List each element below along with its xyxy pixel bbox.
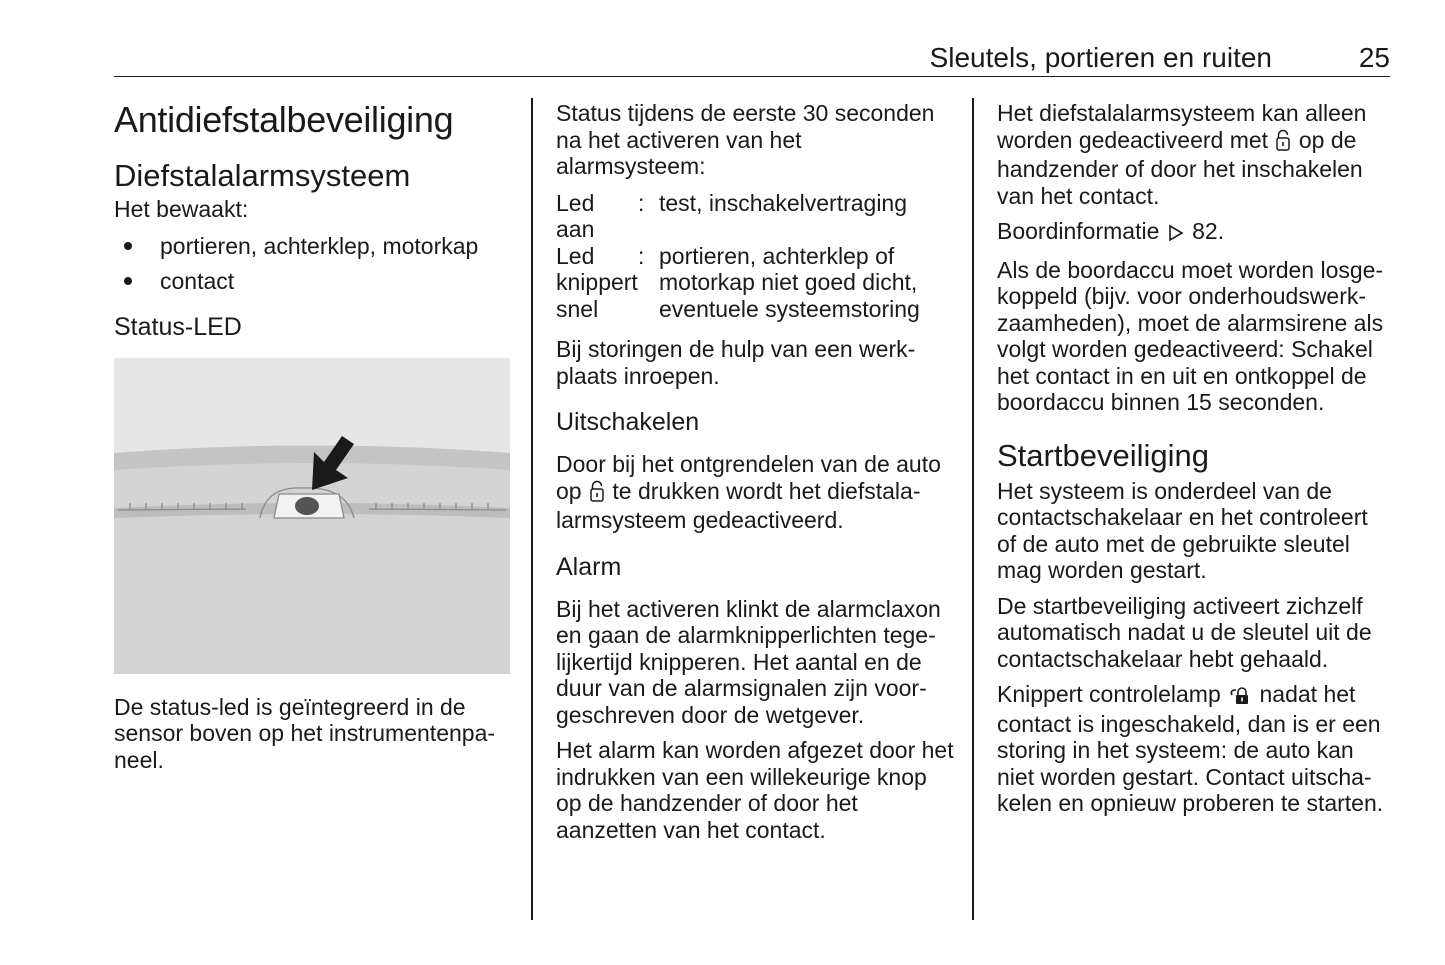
list-item: contact [114, 268, 514, 294]
guards-list [114, 233, 514, 294]
page-title: Antidiefstalbeveiliging [114, 99, 454, 140]
alarm-heading: Alarm [556, 552, 622, 581]
unlock-icon [1276, 129, 1290, 157]
unlock-icon [590, 480, 604, 508]
page-number: 25 [1358, 42, 1390, 73]
disable-text: Door bij het ontgrendelen van de auto op te drukken wordt het diefstalalarmsysteem gedeactiveerd. [556, 451, 941, 533]
section-title: Sleutels, portieren en ruiten [929, 42, 1272, 73]
immobilizer-lamp-icon [1229, 684, 1251, 711]
board-info-reference[interactable]: Boordinformatie 82. [997, 218, 1393, 248]
disable-heading: Uitschakelen [556, 408, 700, 436]
list-item: portieren, achterklep, motorkap [114, 233, 514, 259]
faults-text: Bij storingen de hulp van een werkplaats inroepen. [556, 336, 916, 389]
status-key: Led aan [556, 189, 595, 242]
status-separator: : [638, 189, 645, 216]
immobilizer-heading: Startbeveiliging [997, 437, 1209, 473]
column-left [114, 100, 514, 782]
guards-intro: Het bewaakt: [114, 196, 249, 222]
column-divider [972, 98, 974, 920]
deactivation-text: Het diefstalalarmsysteem kan alleen worden gedeactiveerd met op de handzender of door het inschakelen van het contact. [997, 100, 1367, 209]
battery-text: Als de boordaccu moet worden losgekoppeld (bijv. voor onderhoudswerkzaamheden), moet de alarmsirene als volgt worden gedeactiveerd: Schakel het contact in en uit en ontkoppel de boordaccu binnen 15 seconden. [997, 256, 1384, 415]
status-intro: Status tijdens de eerste 30 seconden na het activeren van het alarmsysteem: [556, 100, 935, 179]
status-value: test, inschakelvertraging [659, 189, 908, 216]
status-key: Led knippert snel [556, 242, 638, 322]
immobilizer-text-1: Het systeem is onderdeel van de contactschakelaar en het controleert of de auto met de gebruikte sleutel mag worden gestart. [997, 477, 1368, 583]
bullet-icon [124, 277, 132, 285]
status-separator: : [638, 242, 645, 269]
page-header [114, 38, 1390, 77]
status-table [556, 190, 956, 323]
column-middle [556, 100, 956, 852]
alarm-stop-text: Het alarm kan worden afgezet door het indrukken van een willekeurige knop op de handzender of door het aanzetten van het contact. [556, 737, 954, 843]
status-value: portieren, achterklep of motorkap niet goed dicht, eventuele systeemstoring [659, 242, 920, 322]
table-row [556, 243, 956, 323]
immobilizer-text-2: De startbeveiliging activeert zichzelf automatisch nadat u de sleutel uit de contactschakelaar hebt gehaald. [997, 592, 1372, 672]
table-row [556, 190, 956, 243]
section-heading-alarm-system: Diefstalalarmsysteem [114, 158, 411, 193]
column-divider [531, 98, 533, 920]
column-right [997, 100, 1393, 826]
dashboard-illustration [114, 358, 510, 674]
bullet-icon [124, 242, 132, 250]
immobilizer-text-3: Knippert controlelamp nadat het contact is ingeschakeld, dan is er een storing in het systeem: de auto kan niet worden gestart. Contact uitschakelen en opnieuw proberen te starten. [997, 681, 1384, 816]
figure-caption: De status-led is geïntegreerd in de sensor boven op het instrumentenpaneel. [114, 693, 496, 773]
status-led-figure [114, 358, 510, 674]
reference-arrow-icon [1168, 221, 1184, 248]
status-led-heading: Status-LED [114, 312, 242, 341]
alarm-text: Bij het activeren klinkt de alarmclaxon en gaan de alarmknipperlichten tegelijkertijd knipperen. Het aantal en de duur van de alarmsignalen zijn voorgeschreven door de wetgever. [556, 595, 941, 728]
